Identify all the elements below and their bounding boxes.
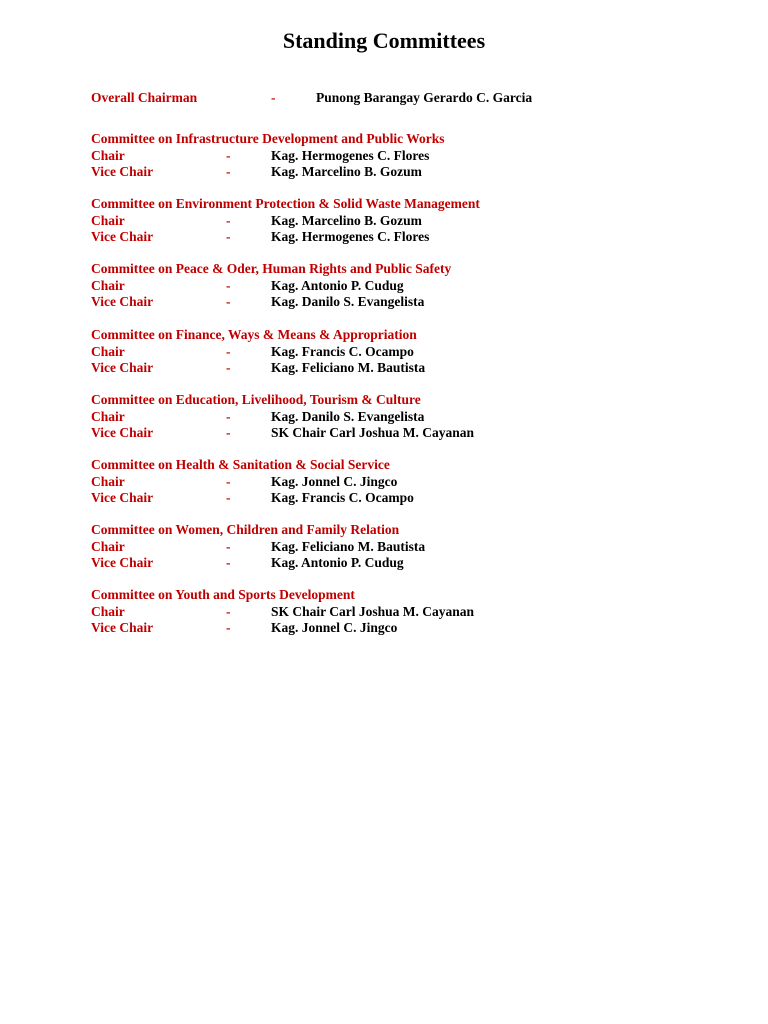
chair-row: [91, 474, 711, 491]
chair-label: Chair: [91, 603, 125, 619]
chair-dash: -: [226, 277, 231, 293]
vice-chair-dash: -: [226, 229, 231, 244]
chair-name: Kag. Danilo S. Evangelista: [271, 408, 425, 424]
committee-name: Committee on Peace & Oder, Human Rights and Public Safety: [91, 261, 452, 276]
vice-chair-name: SK Chair Carl Joshua M. Cayanan: [271, 425, 475, 440]
chair-dash: -: [226, 538, 231, 554]
vice-chair-label: Vice Chair: [91, 490, 154, 505]
chair-row: [91, 344, 711, 361]
committee-name: Committee on Education, Livelihood, Tourism & Culture: [91, 392, 421, 407]
vice-chair-dash: -: [226, 164, 231, 179]
vice-chair-dash: -: [226, 425, 231, 440]
chair-label: Chair: [91, 147, 125, 163]
chair-row: [91, 409, 711, 426]
vice-chair-label: Vice Chair: [91, 425, 154, 440]
vice-chair-name: Kag. Antonio P. Cudug: [271, 555, 404, 570]
vice-chair-label: Vice Chair: [91, 360, 154, 375]
committee-name: Committee on Women, Children and Family Relation: [91, 522, 400, 537]
vice-chair-dash: -: [226, 555, 231, 570]
chair-dash: -: [226, 212, 231, 228]
committee-health: [91, 457, 711, 507]
chair-name: Kag. Hermogenes C. Flores: [271, 147, 430, 163]
committee-name: Committee on Youth and Sports Development: [91, 587, 355, 602]
committee-name: Committee on Environment Protection & Solid Waste Management: [91, 196, 480, 211]
chair-dash: -: [226, 603, 231, 619]
chair-row: [91, 604, 711, 621]
vice-chair-label: Vice Chair: [91, 164, 154, 179]
vice-chair-dash: -: [226, 490, 231, 505]
vice-chair-row: [91, 164, 711, 181]
committee-name: Committee on Infrastructure Development and Public Works: [91, 131, 445, 146]
vice-chair-label: Vice Chair: [91, 555, 154, 570]
chair-row: [91, 213, 711, 230]
vice-chair-label: Vice Chair: [91, 229, 154, 244]
committee-education: [91, 392, 711, 442]
chair-label: Chair: [91, 277, 125, 293]
chair-name: Kag. Francis C. Ocampo: [271, 343, 414, 359]
overall-chairman-dash: -: [271, 90, 276, 105]
vice-chair-name: Kag. Feliciano M. Bautista: [271, 360, 426, 375]
chair-name: Kag. Marcelino B. Gozum: [271, 212, 422, 228]
vice-chair-name: Kag. Francis C. Ocampo: [271, 490, 414, 505]
page-title: Standing Committees: [282, 28, 486, 53]
chair-label: Chair: [91, 408, 125, 424]
vice-chair-label: Vice Chair: [91, 294, 154, 309]
chair-dash: -: [226, 473, 231, 489]
chair-dash: -: [226, 408, 231, 424]
vice-chair-dash: -: [226, 360, 231, 375]
vice-chair-name: Kag. Marcelino B. Gozum: [271, 164, 422, 179]
vice-chair-dash: -: [226, 294, 231, 309]
chair-dash: -: [226, 147, 231, 163]
chair-name: Kag. Feliciano M. Bautista: [271, 538, 426, 554]
chair-dash: -: [226, 343, 231, 359]
vice-chair-row: [91, 229, 711, 246]
chair-row: [91, 278, 711, 295]
committee-environment: [91, 196, 711, 246]
chair-label: Chair: [91, 473, 125, 489]
vice-chair-row: [91, 425, 711, 442]
vice-chair-name: Kag. Jonnel C. Jingco: [271, 620, 398, 635]
committee-peace-order: [91, 261, 711, 311]
chair-name: SK Chair Carl Joshua M. Cayanan: [271, 603, 475, 619]
vice-chair-row: [91, 620, 711, 637]
chair-label: Chair: [91, 343, 125, 359]
committee-women-children: [91, 522, 711, 572]
chair-name: Kag. Jonnel C. Jingco: [271, 473, 398, 489]
committee-finance: [91, 327, 711, 377]
vice-chair-label: Vice Chair: [91, 620, 154, 635]
chair-row: [91, 148, 711, 165]
committee-name: Committee on Finance, Ways & Means & Appropriation: [91, 327, 417, 342]
committee-infrastructure: [91, 131, 711, 181]
vice-chair-row: [91, 294, 711, 311]
committee-youth-sports: [91, 587, 711, 637]
chair-label: Chair: [91, 538, 125, 554]
vice-chair-name: Kag. Hermogenes C. Flores: [271, 229, 430, 244]
overall-chairman-label: Overall Chairman: [91, 90, 198, 105]
vice-chair-row: [91, 555, 711, 572]
chair-row: [91, 539, 711, 556]
overall-chairman-row: [91, 90, 711, 108]
vice-chair-dash: -: [226, 620, 231, 635]
committee-name: Committee on Health & Sanitation & Social Service: [91, 457, 390, 472]
overall-chairman-name: Punong Barangay Gerardo C. Garcia: [316, 90, 533, 105]
vice-chair-row: [91, 360, 711, 377]
vice-chair-row: [91, 490, 711, 507]
vice-chair-name: Kag. Danilo S. Evangelista: [271, 294, 425, 309]
chair-label: Chair: [91, 212, 125, 228]
chair-name: Kag. Antonio P. Cudug: [271, 277, 404, 293]
